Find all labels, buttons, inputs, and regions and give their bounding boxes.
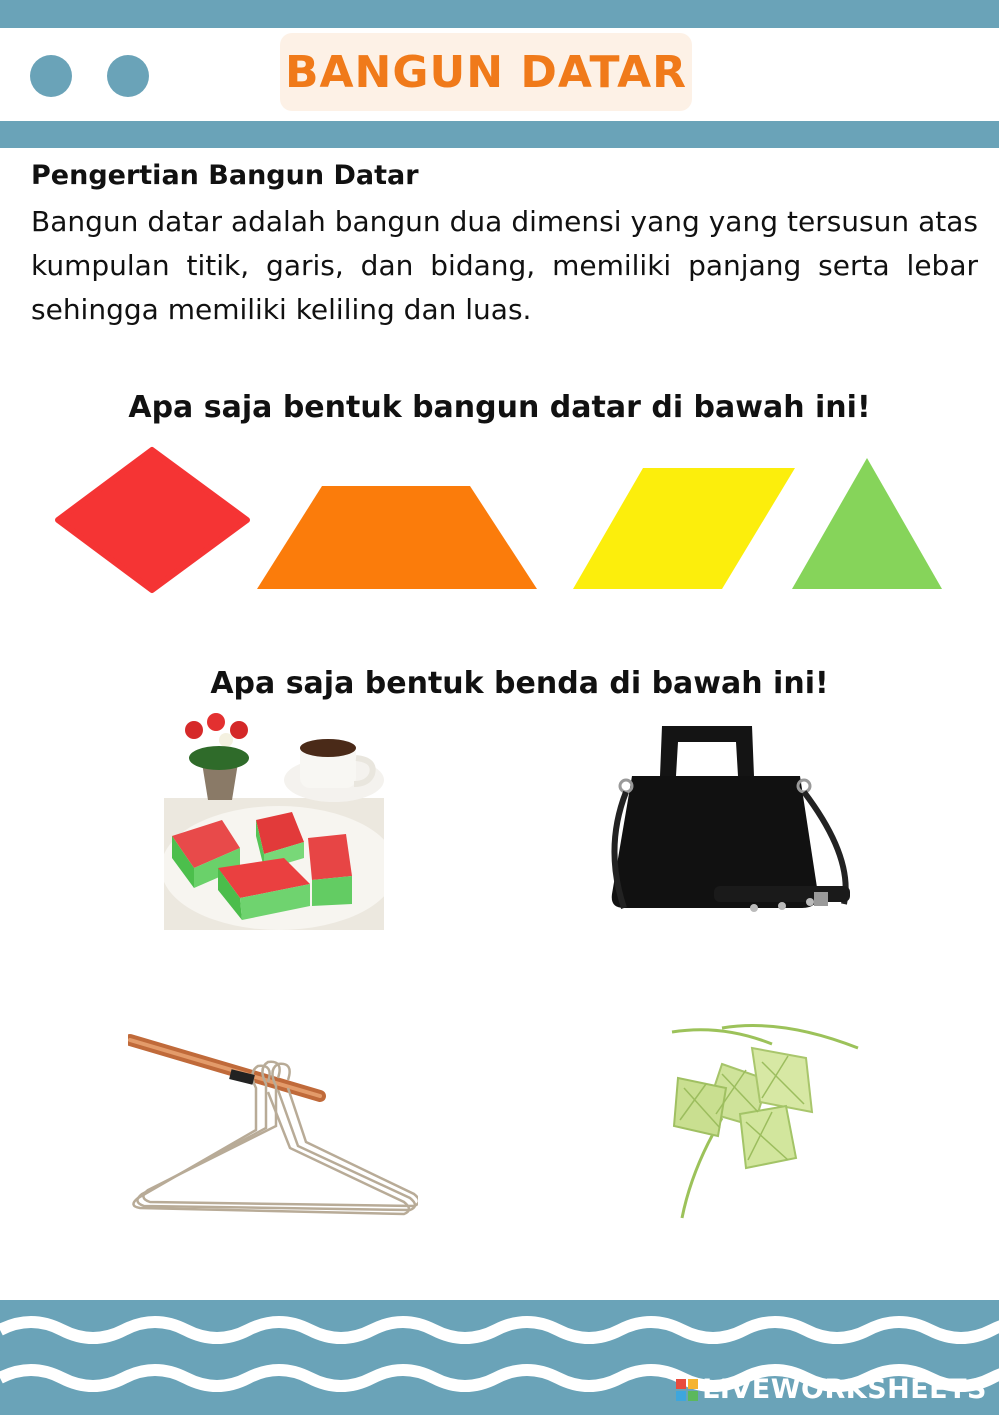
trapezoid-shape <box>257 486 537 589</box>
liveworksheets-brand[interactable] <box>676 1374 987 1405</box>
brand-text: LIVEWORKSHEETS <box>702 1374 987 1405</box>
parallelogram-shape <box>573 468 795 589</box>
handbag-photo <box>604 718 854 920</box>
ketupat-photo <box>662 1018 868 1224</box>
rhombus-shape <box>58 450 247 590</box>
clothes-hanger-photo <box>128 1030 418 1220</box>
decor-dot-1 <box>30 55 72 97</box>
footer-band <box>0 1300 999 1415</box>
header-band <box>0 121 999 148</box>
definition-title: Pengertian Bangun Datar <box>31 160 419 191</box>
triangle-shape <box>792 458 942 589</box>
definition-text: Bangun datar adalah bangun dua dimensi yang yang tersusun atas kumpulan titik, garis, dan bidang, memiliki panjang serta lebar sehingga memiliki keliling dan luas. <box>31 205 978 326</box>
top-band <box>0 0 999 28</box>
shapes-row <box>0 440 999 600</box>
liveworksheets-logo-icon <box>676 1379 698 1401</box>
question-objects: Apa saja bentuk benda di bawah ini! <box>210 666 829 701</box>
question-shapes: Apa saja bentuk bangun datar di bawah ini! <box>128 390 871 425</box>
title-box <box>280 33 692 111</box>
decor-dot-2 <box>107 55 149 97</box>
layer-cake-photo <box>164 708 384 930</box>
page-title: BANGUN DATAR <box>284 46 688 98</box>
